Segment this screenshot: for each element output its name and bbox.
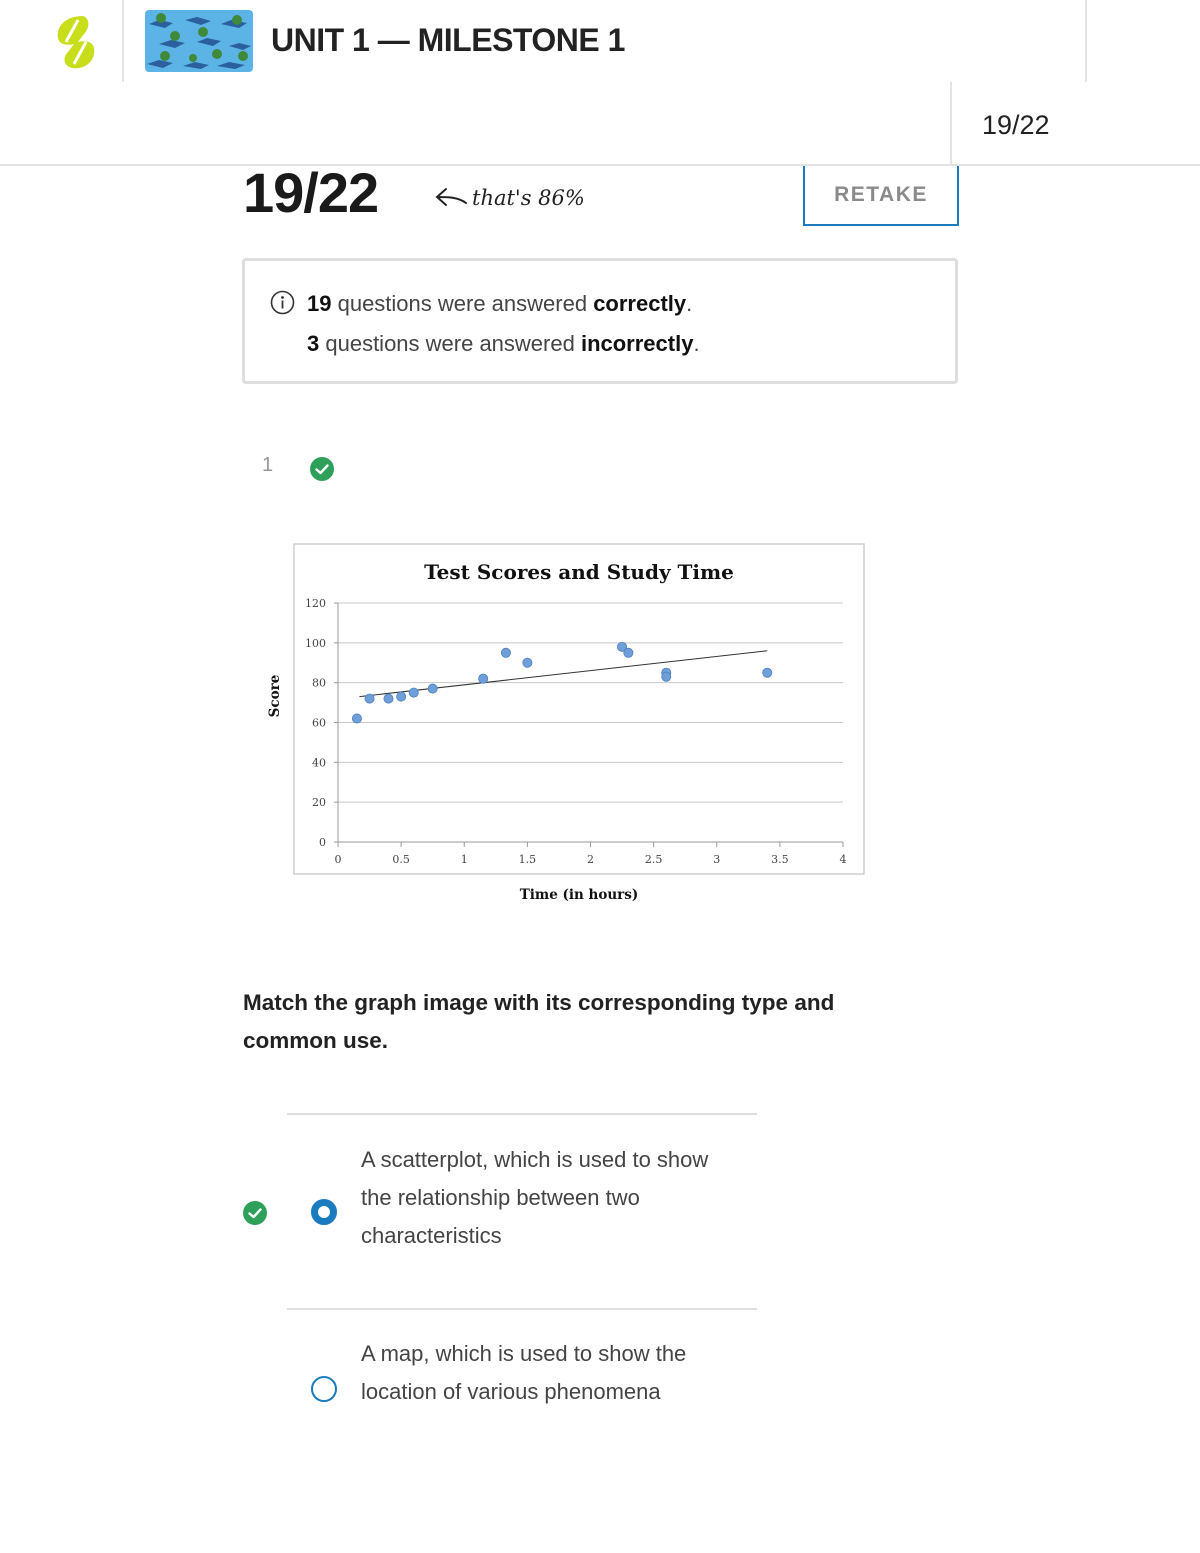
option-radio-map[interactable] xyxy=(311,1376,337,1402)
data-point xyxy=(501,648,510,657)
data-point xyxy=(763,668,772,677)
arrow-left-icon xyxy=(434,185,468,211)
data-point xyxy=(624,648,633,657)
correct-count: 19 xyxy=(307,291,332,316)
y-axis-label: Score xyxy=(267,674,283,718)
top-bar xyxy=(0,0,1200,82)
header-divider xyxy=(1085,0,1087,82)
check-circle-icon xyxy=(309,456,335,482)
data-point xyxy=(352,714,361,723)
data-point xyxy=(409,688,418,697)
x-axis-label: Time (in hours) xyxy=(519,887,639,903)
score-total: 19/22 xyxy=(243,161,379,224)
x-tick-label: 3.5 xyxy=(771,853,789,866)
x-tick-label: 2 xyxy=(587,853,594,866)
data-point xyxy=(397,692,406,701)
y-tick-label: 80 xyxy=(312,676,326,690)
data-point xyxy=(365,694,374,703)
sub-bar xyxy=(0,82,1200,166)
header-divider xyxy=(122,0,124,82)
question-number: 1 xyxy=(262,454,274,476)
y-tick-label: 60 xyxy=(312,716,326,730)
data-point xyxy=(479,674,488,683)
y-tick-label: 120 xyxy=(305,597,326,610)
course-thumbnail[interactable] xyxy=(145,10,253,72)
chart-frame xyxy=(294,544,864,874)
incorrect-word: incorrectly xyxy=(580,331,694,356)
question-prompt: Match the graph image with its corresponding type and common use. xyxy=(243,990,835,1053)
option-radio-scatterplot[interactable] xyxy=(311,1199,337,1225)
results-summary xyxy=(242,258,958,384)
option-divider xyxy=(287,1113,757,1115)
data-point xyxy=(523,658,532,667)
summary-period: . xyxy=(686,291,693,316)
correct-summary xyxy=(307,291,692,317)
correct-word: correctly xyxy=(593,291,687,316)
info-icon xyxy=(270,290,295,315)
incorrect-count: 3 xyxy=(307,331,320,356)
y-tick-label: 0 xyxy=(319,836,326,849)
option-divider xyxy=(287,1308,757,1310)
summary-text: questions were answered xyxy=(319,331,581,356)
chart-title: Test Scores and Study Time xyxy=(424,560,734,584)
x-tick-label: 2.5 xyxy=(644,853,663,866)
incorrect-summary xyxy=(307,331,700,357)
x-tick-label: 0 xyxy=(334,853,342,866)
y-tick-label: 40 xyxy=(312,756,326,770)
percent-note xyxy=(434,183,585,213)
data-point xyxy=(428,684,437,693)
data-point xyxy=(662,672,671,681)
x-tick-label: 1.5 xyxy=(518,853,537,866)
retake-button[interactable]: RETAKE xyxy=(803,166,959,226)
x-tick-label: 1 xyxy=(460,853,468,866)
sub-bar-divider xyxy=(950,82,952,164)
scatter-chart xyxy=(262,540,872,910)
score-indicator: 19/22 xyxy=(982,110,1050,140)
x-tick-label: 3 xyxy=(713,853,721,866)
x-tick-label: 4 xyxy=(839,853,847,866)
y-tick-label: 20 xyxy=(312,796,326,810)
option-text-scatterplot[interactable]: A scatterplot, which is used to show the relationship between two characteristics xyxy=(361,1147,709,1248)
summary-text: questions were answered xyxy=(331,291,594,316)
check-circle-icon xyxy=(242,1200,268,1226)
data-point xyxy=(384,694,393,703)
unit-title: UNIT 1 — MILESTONE 1 xyxy=(271,22,625,58)
summary-period: . xyxy=(693,331,700,356)
percent-note-text: that's 86% xyxy=(472,186,585,210)
y-tick-label: 100 xyxy=(305,636,326,650)
x-tick-label: 0.5 xyxy=(392,853,410,866)
sophia-logo-icon[interactable] xyxy=(52,14,100,70)
option-text-map[interactable]: A map, which is used to show the location of various phenomena xyxy=(361,1341,687,1404)
